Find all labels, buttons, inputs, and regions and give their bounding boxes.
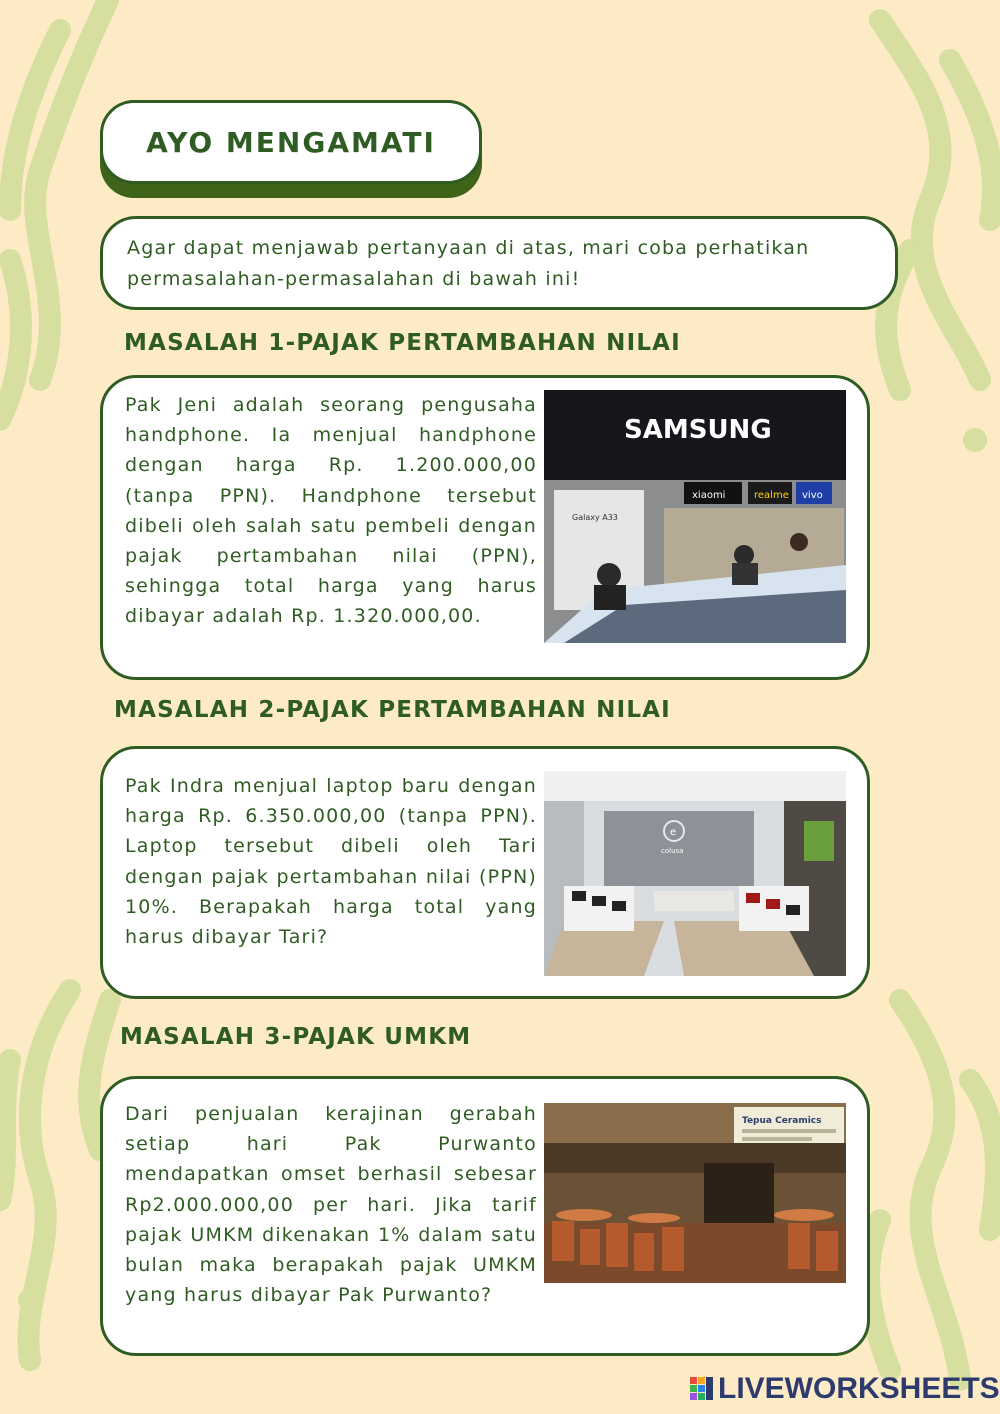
laptop-store-photo: [544, 771, 846, 976]
svg-text:Galaxy A33: Galaxy A33: [572, 513, 618, 522]
samsung-sign: SAMSUNG: [624, 415, 772, 445]
problem-3-card: [100, 1076, 870, 1356]
problem-1-card: [100, 375, 870, 680]
page-title: AYO MENGAMATI: [146, 125, 436, 159]
intro-panel: [100, 216, 898, 310]
liveworksheets-logo: [690, 1374, 1000, 1404]
problem-2-card: [100, 746, 870, 999]
svg-text:xiaomi: xiaomi: [692, 490, 726, 501]
problem-3-text: Dari penjualan kerajinan gerabah setiap hari Pak Purwanto mendapatkan omset berhasil sebesar Rp2.000.000,00 per hari. Jika tarif pajak UMKM dikenakan 1% dalam satu bulan maka berapakah pajak UMKM yang harus dibayar Pak Purwanto?: [125, 1103, 537, 1307]
phone-store-photo: [544, 390, 846, 643]
problem-1-text: Pak Jeni adalah seorang pengusaha handphone. Ia menjual handphone dengan harga Rp. 1.200.000,00 (tanpa PPN). Handphone tersebut dibeli oleh salah satu pembeli dengan pajak pertambahan nilai (PPN), sehingga total harga yang harus dibayar adalah Rp. 1.320.000,00.: [125, 394, 537, 628]
svg-text:vivo: vivo: [802, 490, 823, 501]
problem-2-heading: MASALAH 2-PAJAK PERTAMBAHAN NILAI: [114, 697, 671, 723]
brand-name: LIVEWORKSHEETS: [718, 1372, 1000, 1405]
title-banner: [100, 100, 482, 184]
svg-text:Tepua Ceramics: Tepua Ceramics: [742, 1116, 822, 1126]
svg-text:realme: realme: [754, 490, 789, 501]
svg-text:colusa: colusa: [661, 847, 684, 855]
problem-2-text: Pak Indra menjual laptop baru dengan harga Rp. 6.350.000,00 (tanpa PPN). Laptop tersebut dibeli oleh Tari dengan pajak pertambahan nilai (PPN) 10%. Berapakah harga total yang harus dibayar Tari?: [125, 775, 537, 949]
problem-1-heading: MASALAH 1-PAJAK PERTAMBAHAN NILAI: [124, 330, 681, 356]
intro-text: Agar dapat menjawab pertanyaan di atas, mari coba perhatikan permasalahan-permasalahan di bawah ini!: [127, 237, 810, 290]
pottery-shop-photo: [544, 1103, 846, 1283]
problem-3-heading: MASALAH 3-PAJAK UMKM: [120, 1024, 472, 1050]
svg-text:e: e: [670, 827, 677, 838]
liveworksheets-icon: [690, 1377, 714, 1401]
